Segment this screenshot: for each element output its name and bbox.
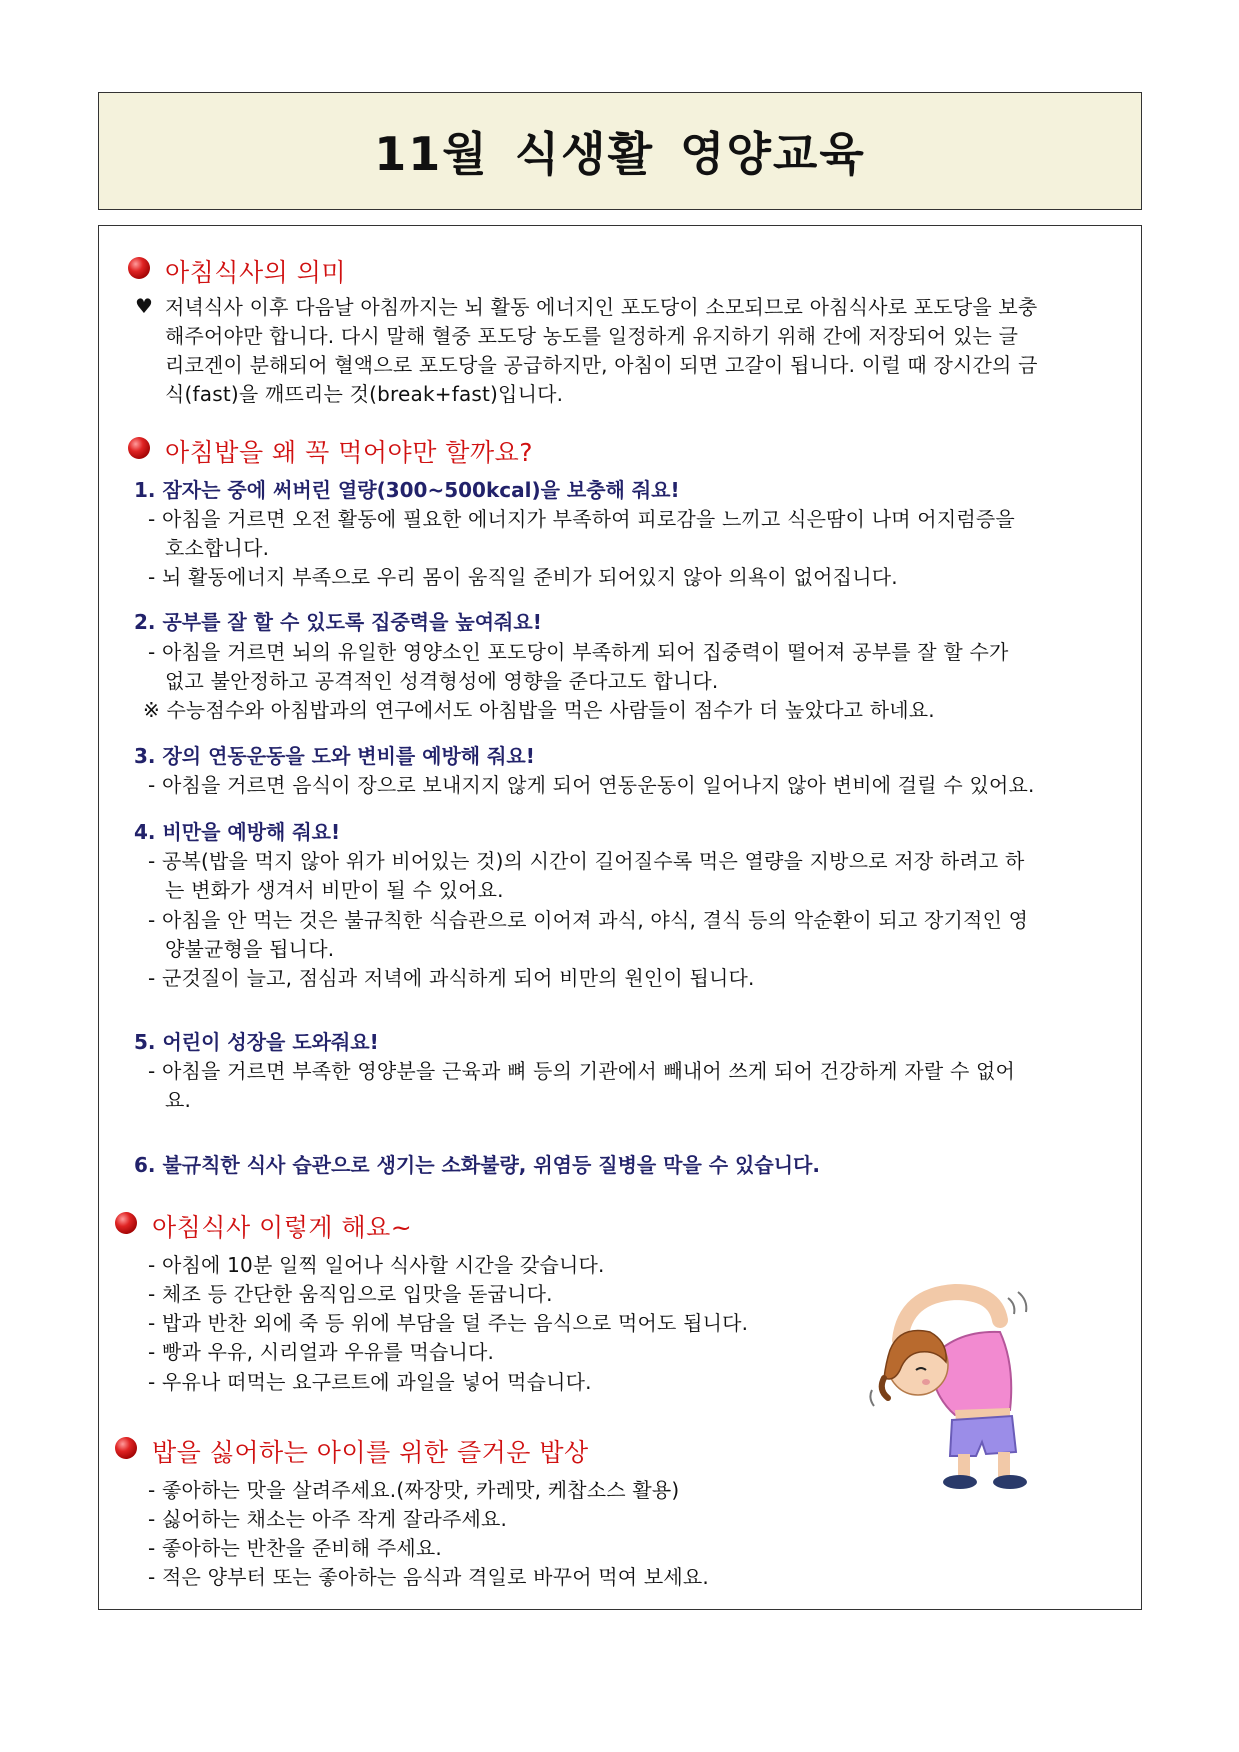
item-title: 5. 어린이 성장을 도와줘요! xyxy=(134,1030,379,1054)
item-line: - 아침을 거르면 음식이 장으로 보내지지 않게 되어 연동운동이 일어나지 않아 변비에 걸릴 수 있어요. xyxy=(148,773,1035,797)
tip-line: - 좋아하는 맛을 살려주세요.(짜장맛, 카레맛, 케찹소스 활용) xyxy=(148,1478,680,1502)
section4-heading: 밥을 싫어하는 아이를 위한 즐거운 밥상 xyxy=(152,1438,589,1467)
red-ball-icon xyxy=(128,257,150,279)
tip-line: - 싫어하는 채소는 아주 작게 잘라주세요. xyxy=(148,1507,508,1531)
item-line: - 뇌 활동에너지 부족으로 우리 몸이 움직일 준비가 되어있지 않아 의욕이 없어집니다. xyxy=(148,565,898,589)
item-line: - 아침을 거르면 오전 활동에 필요한 에너지가 부족하여 피로감을 느끼고 식은땀이 나며 어지럼증을 xyxy=(148,507,1015,531)
item-title: 3. 장의 연동운동을 도와 변비를 예방해 줘요! xyxy=(134,744,535,768)
item-note: ※ 수능점수와 아침밥과의 연구에서도 아침밥을 먹은 사람들이 점수가 더 높았다고 하네요. xyxy=(143,698,935,722)
item-title: 6. 불규칙한 식사 습관으로 생기는 소화불량, 위염등 질병을 막을 수 있습니다. xyxy=(134,1153,820,1177)
tip-line: - 좋아하는 반찬을 준비해 주세요. xyxy=(148,1536,442,1560)
section1-line: 저녁식사 이후 다음날 아침까지는 뇌 활동 에너지인 포도당이 소모되므로 아침식사로 포도당을 보충 xyxy=(165,295,1038,319)
tip-line: - 우유나 떠먹는 요구르트에 과일을 넣어 먹습니다. xyxy=(148,1370,592,1394)
item-title: 2. 공부를 잘 할 수 있도록 집중력을 높여줘요! xyxy=(134,610,542,634)
tip-line: - 적은 양부터 또는 좋아하는 음식과 격일로 바꾸어 먹여 보세요. xyxy=(148,1565,709,1589)
tip-line: - 체조 등 간단한 움직임으로 입맛을 돋굽니다. xyxy=(148,1282,553,1306)
red-ball-icon xyxy=(115,1212,137,1234)
title-box xyxy=(98,92,1142,210)
item-line: - 아침을 거르면 뇌의 유일한 영양소인 포도당이 부족하게 되어 집중력이 떨어져 공부를 잘 할 수가 xyxy=(148,640,1009,664)
section3-heading: 아침식사 이렇게 해요~ xyxy=(152,1213,413,1242)
item-line: - 아침을 거르면 부족한 영양분을 근육과 뼈 등의 기관에서 빼내어 쓰게 되어 건강하게 자랄 수 없어 xyxy=(148,1059,1016,1083)
item-line: 양불균형을 됩니다. xyxy=(165,937,335,961)
heart-icon: ♥ xyxy=(135,294,153,318)
section1-line: 식(fast)을 깨뜨리는 것(break+fast)입니다. xyxy=(165,382,564,406)
item-line: 는 변화가 생겨서 비만이 될 수 있어요. xyxy=(165,878,504,902)
section1-line: 리코겐이 분해되어 혈액으로 포도당을 공급하지만, 아침이 되면 고갈이 됩니다. 이럴 때 장시간의 금 xyxy=(165,353,1038,377)
item-line: 호소합니다. xyxy=(165,536,270,560)
item-line: - 아침을 안 먹는 것은 불규칙한 식습관으로 이어져 과식, 야식, 결식 등의 악순환이 되고 장기적인 영 xyxy=(148,908,1029,932)
section1-heading: 아침식사의 의미 xyxy=(165,258,346,287)
stretching-child-illustration xyxy=(860,1270,1040,1495)
section2-heading: 아침밥을 왜 꼭 먹어야만 할까요? xyxy=(165,438,534,467)
tip-line: - 밥과 반찬 외에 죽 등 위에 부담을 덜 주는 음식으로 먹어도 됩니다. xyxy=(148,1311,749,1335)
section1-line: 해주어야만 합니다. 다시 말해 혈중 포도당 농도를 일정하게 유지하기 위해 간에 저장되어 있는 글 xyxy=(165,324,1019,348)
item-line: - 공복(밥을 먹지 않아 위가 비어있는 것)의 시간이 길어질수록 먹은 열량을 지방으로 저장 하려고 하 xyxy=(148,849,1025,873)
red-ball-icon xyxy=(115,1437,137,1459)
page-title: 11월 식생활 영양교육 xyxy=(374,127,866,181)
item-title: 4. 비만을 예방해 줘요! xyxy=(134,820,341,844)
item-line: 없고 불안정하고 공격적인 성격형성에 영향을 준다고도 합니다. xyxy=(165,669,719,693)
item-line: 요. xyxy=(165,1088,192,1112)
tip-line: - 빵과 우유, 시리얼과 우유를 먹습니다. xyxy=(148,1340,495,1364)
item-line: - 군것질이 늘고, 점심과 저녁에 과식하게 되어 비만의 원인이 됩니다. xyxy=(148,966,755,990)
tip-line: - 아침에 10분 일찍 일어나 식사할 시간을 갖습니다. xyxy=(148,1253,605,1277)
item-title: 1. 잠자는 중에 써버린 열량(300~500kcal)을 보충해 줘요! xyxy=(134,478,680,502)
red-ball-icon xyxy=(128,437,150,459)
